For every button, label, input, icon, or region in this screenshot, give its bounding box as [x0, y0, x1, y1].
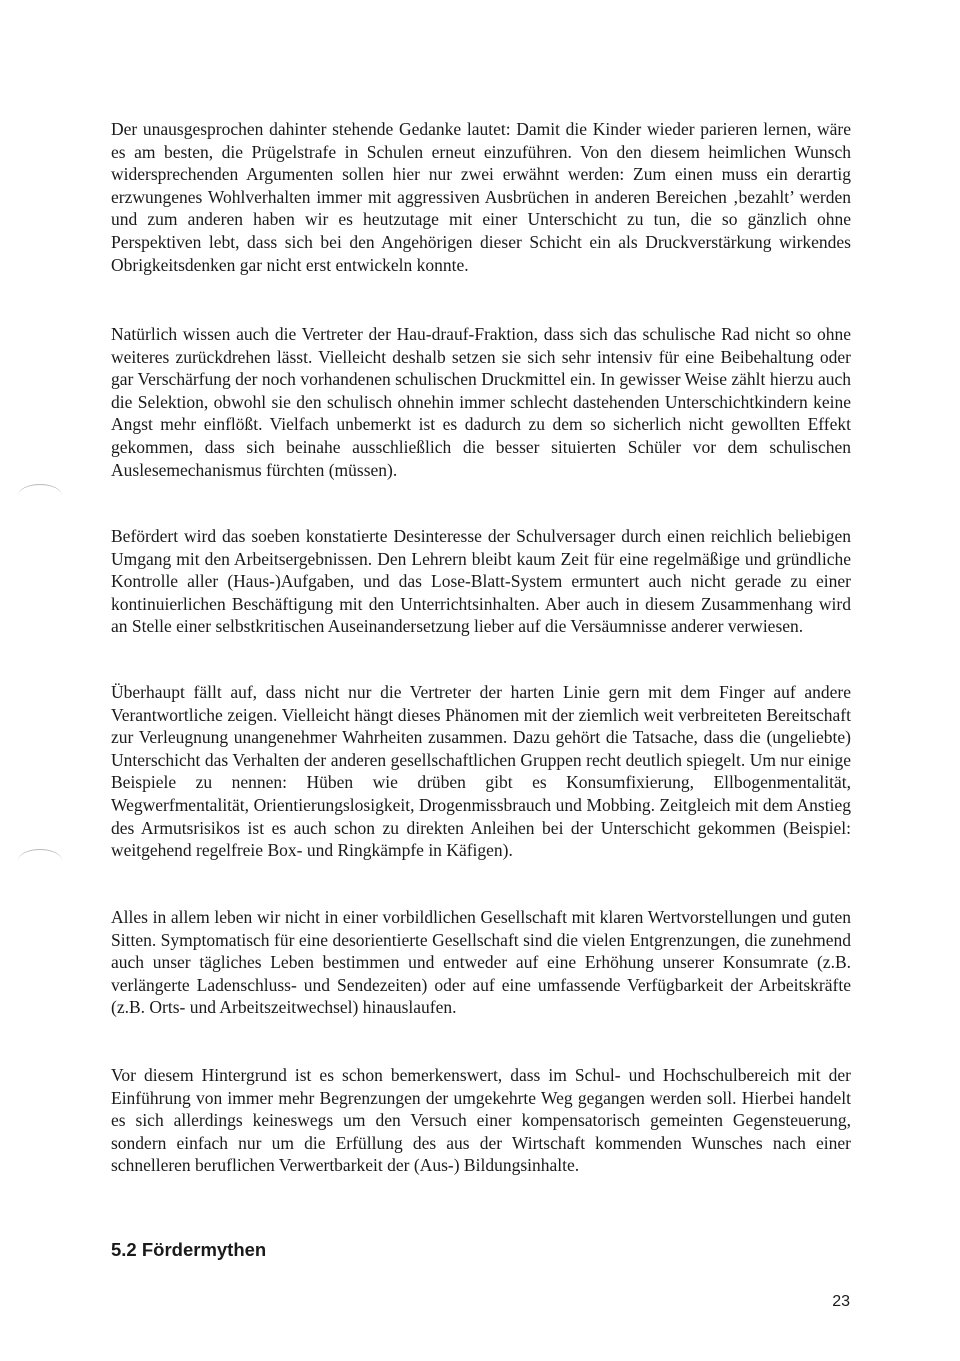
- paragraph-2: Natürlich wissen auch die Vertreter der Hau-drauf-Fraktion, dass sich das schulische Rad nicht so ohne weiteres zurückdrehen lässt. Vielleicht deshalb setzen sie sich sehr intensiv für eine Beibehaltung oder gar Verschärfung der noch vorhandenen schulischen Druckmittel ein. In gewisser Weise zählt hierzu auch die Selektion, obwohl sie den schulisch ohnehin immer schlecht dastehenden Unterschichtkindern keine Angst mehr einflößt. Vielfach unbemerkt ist es dadurch zu dem so sicherlich nicht gewollten Effekt gekommen, dass sich beinahe ausschließlich die besser situierten Schüler vor dem schulischen Auslesemechanismus fürchten (müssen).: [111, 324, 851, 480]
- section-heading: 5.2 Fördermythen: [111, 1239, 267, 1260]
- paragraph-6: Vor diesem Hintergrund ist es schon bemerkenswert, dass im Schul- und Hochschulbereich mit der Einführung von immer mehr Begrenzungen der umgekehrte Weg gegangen werden soll. Hierbei handelt es sich allerdings keineswegs um den Versuch einer kompensatorisch gemeinten Gegensteuerung, sondern einfach nur um die Erfüllung des aus der Wirtschaft kommenden Wunsches nach einer schnelleren beruflichen Verwertbarkeit der (Aus-) Bildungsinhalte.: [111, 1065, 851, 1176]
- paragraph-4: Überhaupt fällt auf, dass nicht nur die Vertreter der harten Linie gern mit dem Finger auf andere Verantwortliche zeigen. Vielleicht hängt dieses Phänomen mit der ziemlich weit verbreiteten Bereitschaft zur Verleugnung unangenehmer Wahrheiten zusammen. Dazu gehört die Tatsache, dass die (ungeliebte) Unterschicht das Verhalten der anderen gesellschaftlichen Gruppen recht deutlich spiegelt. Um nur einige Beispiele zu nennen: Hüben wie drüben gibt es Konsumfixierung, Ellbogenmentalität, Wegwerfmentalität, Orientierungslosigkeit, Drogenmissbrauch und Mobbing. Zeitgleich mit dem Anstieg des Armutsrisikos ist es auch schon zu direkten Anleihen bei der Unterschicht gekommen (Beispiel: weitgehend regelfreie Box- und Ringkämpfe in Käfigen).: [111, 682, 851, 861]
- paragraph-5: Alles in allem leben wir nicht in einer vorbildlichen Gesellschaft mit klaren Wertvorstellungen und guten Sitten. Symptomatisch für eine desorientierte Gesellschaft sind die vielen Entgrenzungen, die zunehmend auch unser tägliches Leben bestimmen und entweder auf eine Erhöhung unserer Konsumrate (z.B. verlängerte Ladenschluss- und Sendezeiten) oder auf eine umfassende Verfügbarkeit der Arbeitskräfte (z.B. Orts- und Arbeitszeitwechsel) hinauslaufen.: [111, 907, 851, 1018]
- paragraph-1: Der unausgesprochen dahinter stehende Gedanke lautet: Damit die Kinder wieder parieren lernen, wäre es am besten, die Prügelstrafe in Schulen erneut einzuführen. Von den diesem heimlichen Wunsch widersprechenden Argumenten sollen hier nur zwei erwähnt werden: Zum einen muss ein derartig erzwungenes Wohlverhalten immer mit aggressiven Ausbrüchen in anderen Bereichen ‚bezahlt’ werden und zum anderen haben wir es heutzutage mit einer Unterschicht zu tun, die so gänzlich ohne Perspektiven lebt, dass sich bei den Angehörigen dieser Schicht ein als Druckverstärkung wirkendes Obrigkeitsdenken gar nicht erst entwickeln konnte.: [111, 119, 851, 275]
- punch-hole-mark-upper: [18, 484, 62, 507]
- paragraph-3: Befördert wird das soeben konstatierte Desinteresse der Schulversager durch einen reichlich beliebigen Umgang mit den Arbeitsergebnissen. Den Lehrern bleibt kaum Zeit für eine regelmäßige und gründliche Kontrolle aller (Haus-)Aufgaben, und das Lose-Blatt-System ermuntert auch nicht gerade zu einer kontinuierlichen Beschäftigung mit den Unterrichtsinhalten. Aber auch in diesem Zusammenhang wird an Stelle einer selbstkritischen Auseinandersetzung lieber auf die Versäumnisse anderer verwiesen.: [111, 526, 851, 637]
- page-number: 23: [832, 1293, 850, 1310]
- punch-hole-mark-lower: [18, 849, 62, 872]
